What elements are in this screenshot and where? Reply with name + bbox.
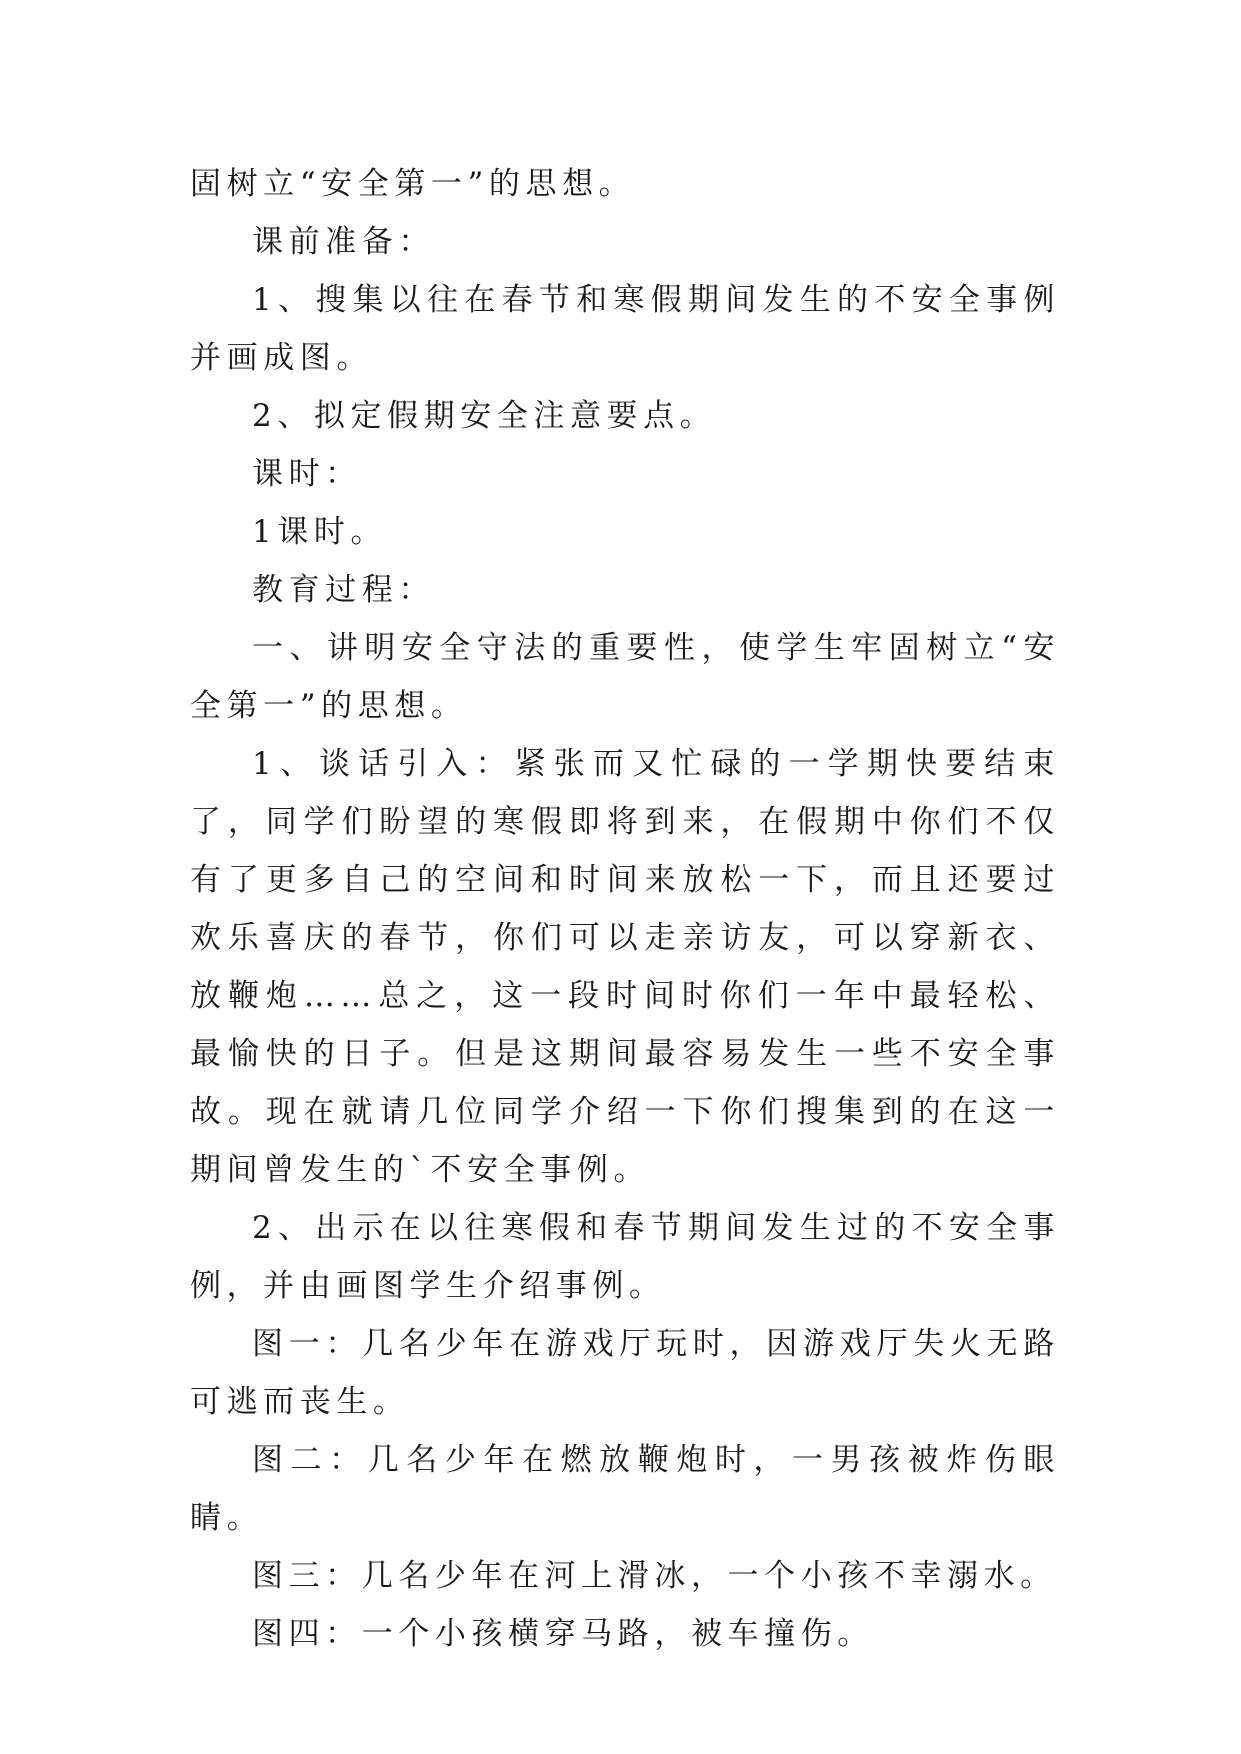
document-body [190, 155, 1060, 1663]
paragraph-continuation: 固树立“安全第一”的思想。 [190, 166, 636, 202]
paragraph-preparation-heading: 课前准备： [252, 224, 435, 260]
paragraph-figure-3: 图三：几名少年在河上滑冰，一个小孩不幸溺水。 [252, 1558, 1057, 1594]
paragraph-figure-4: 图四：一个小孩横穿马路，被车撞伤。 [252, 1616, 874, 1652]
paragraph-preparation-item-1: 1、搜集以往在春节和寒假期间发生的不安全事例并画成图。 [190, 282, 1060, 376]
paragraph-preparation-item-2: 2、拟定假期安全注意要点。 [252, 398, 717, 434]
paragraph-figure-2: 图二：几名少年在燃放鞭炮时，一男孩被炸伤眼睛。 [190, 1442, 1060, 1536]
paragraph-show-examples: 2、出示在以往寒假和春节期间发生过的不安全事例，并由画图学生介绍事例。 [190, 1210, 1060, 1304]
paragraph-class-hours-heading: 课时： [252, 456, 362, 492]
paragraph-process-heading: 教育过程： [252, 572, 435, 608]
paragraph-section-one: 一、讲明安全守法的重要性，使学生牢固树立“安全第一”的思想。 [190, 630, 1060, 724]
paragraph-intro-talk: 1、谈话引入：紧张而又忙碌的一学期快要结束了，同学们盼望的寒假即将到来，在假期中你们不仅有了更多自己的空间和时间来放松一下，而且还要过欢乐喜庆的春节，你们可以走亲访友，可以穿新衣、放鞭炮……总之，这一段时间时你们一年中最轻松、最愉快的日子。但是这期间最容易发生一些不安全事故。现在就请几位同学介绍一下你们搜集到的在这一期间曾发生的`不安全事例。 [190, 746, 1060, 1188]
paragraph-class-hours-value: 1课时。 [252, 514, 388, 550]
paragraph-figure-1: 图一：几名少年在游戏厅玩时，因游戏厅失火无路可逃而丧生。 [190, 1326, 1060, 1420]
